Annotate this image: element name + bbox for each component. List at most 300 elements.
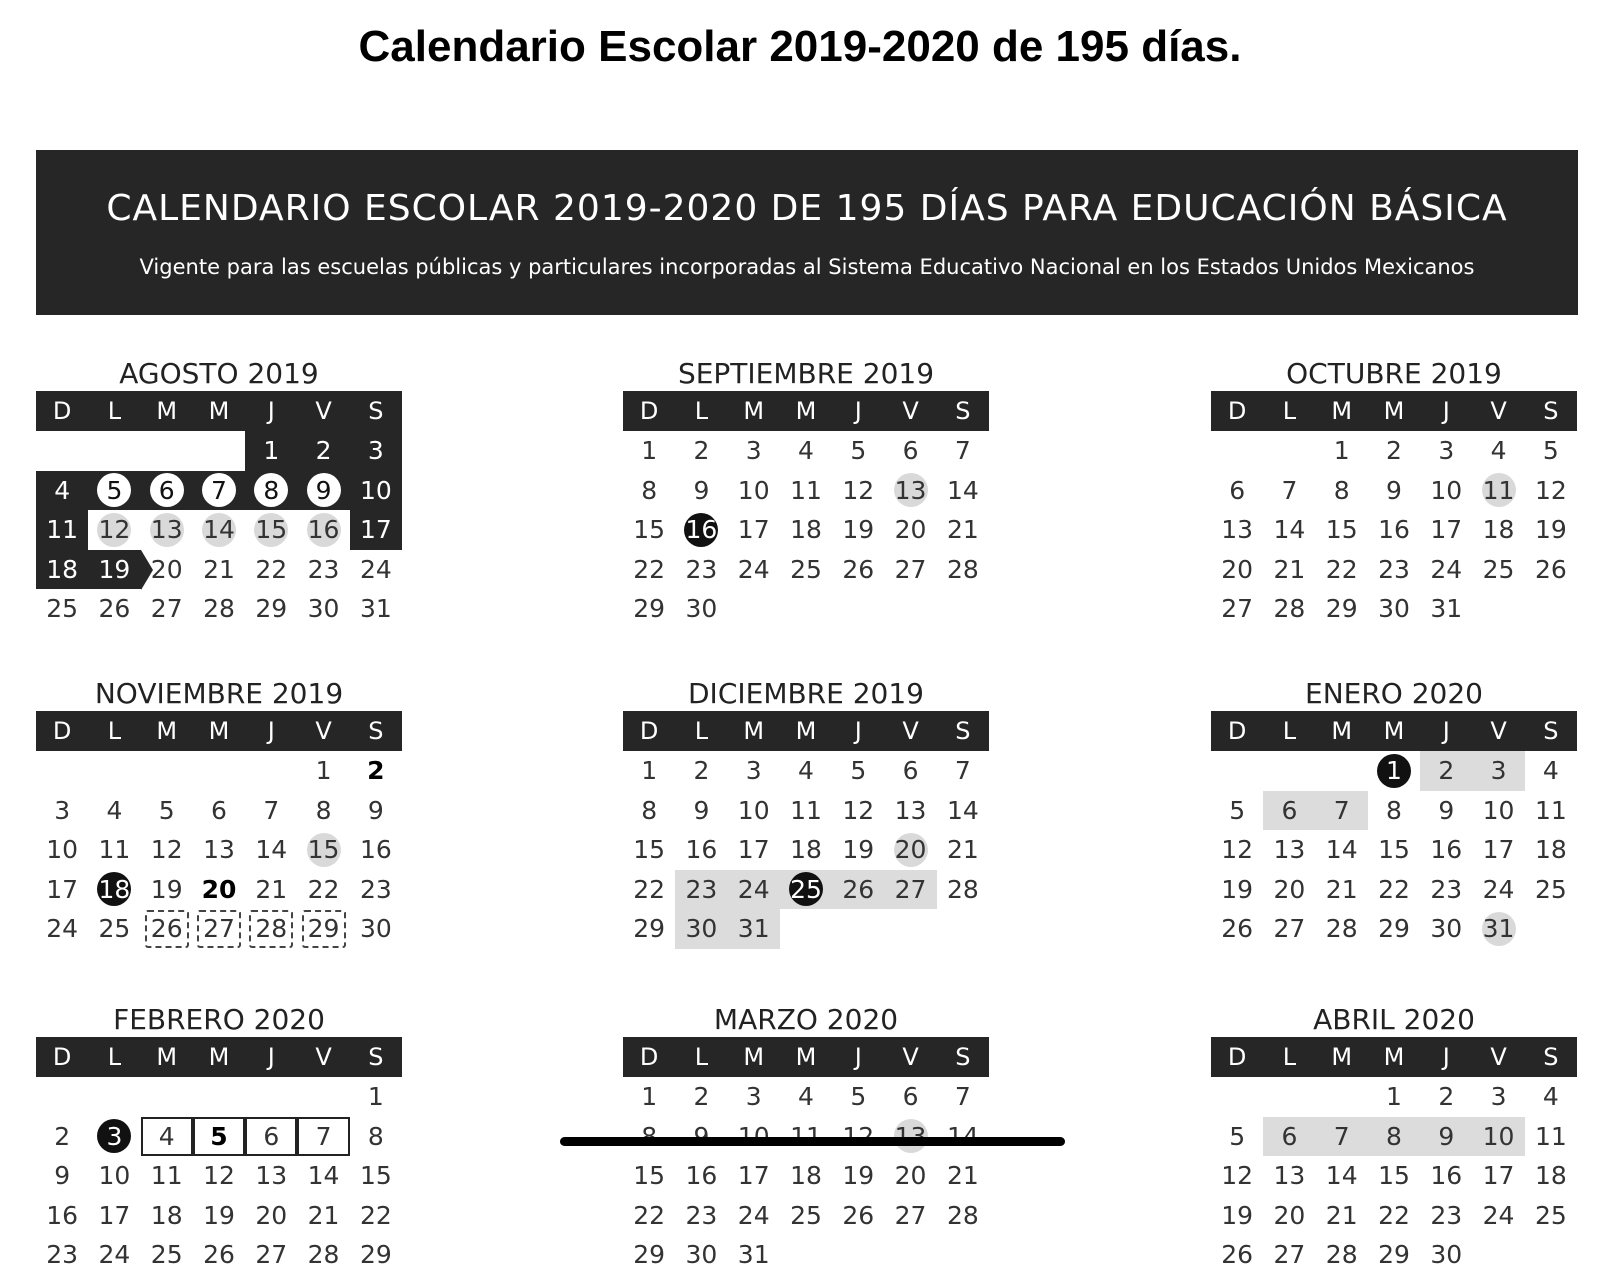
day-cell: 9 (367, 795, 384, 825)
day-cell: 10 (737, 475, 770, 505)
day-cell: 4 (798, 1082, 814, 1112)
month-diciembre (623, 677, 989, 949)
weekday-header: M (193, 391, 245, 431)
day-cell: 5 (193, 1117, 245, 1157)
empty-cell (88, 751, 140, 791)
day-cell: 8 (1386, 795, 1402, 825)
empty-cell (141, 751, 193, 791)
day-cell: 15 (245, 510, 297, 550)
month-grid (36, 391, 402, 629)
weekday-header: D (36, 391, 88, 431)
day-cell: 20 (1273, 1200, 1306, 1230)
day-cell: 25 (780, 870, 832, 910)
month-enero (1211, 677, 1577, 949)
empty-cell (1211, 1077, 1263, 1117)
day-cell: 24 (1482, 1200, 1515, 1230)
day-cell: 15 (297, 830, 349, 870)
day-cell: 19 (88, 550, 140, 590)
day-cell: 8 (315, 795, 332, 825)
day-cell: 24 (728, 870, 780, 910)
day-cell: 14 (946, 475, 979, 505)
weekday-header: S (1525, 1037, 1577, 1077)
day-cell: 27 (1273, 1240, 1306, 1270)
day-cell: 17 (46, 874, 79, 904)
day-cell: 1 (245, 431, 297, 471)
day-cell: 26 (203, 1240, 235, 1270)
day-cell: 3 (54, 795, 71, 825)
weekday-header: J (245, 1037, 297, 1077)
day-cell: 29 (1325, 594, 1358, 624)
day-cell: 22 (633, 874, 666, 904)
day-cell: 2 (367, 756, 385, 786)
day-cell: 11 (790, 475, 822, 505)
day-cell: 29 (633, 914, 666, 944)
day-cell: 28 (307, 1240, 340, 1270)
empty-cell (297, 1077, 349, 1117)
weekday-header: S (937, 1037, 989, 1077)
day-cell: 12 (203, 1161, 235, 1191)
day-cell: 20 (884, 830, 936, 870)
weekday-header: M (780, 1037, 832, 1077)
day-cell: 24 (737, 1200, 770, 1230)
month-name: NOVIEMBRE 2019 (94, 677, 344, 710)
weekday-header: D (36, 1037, 88, 1077)
day-cell: 10 (1472, 1117, 1524, 1157)
day-cell: 27 (1273, 914, 1306, 944)
day-cell: 23 (307, 554, 340, 584)
day-cell: 29 (1378, 1240, 1410, 1270)
day-cell: 7 (193, 471, 245, 511)
day-cell: 16 (359, 835, 392, 865)
day-cell: 18 (1534, 1161, 1567, 1191)
empty-cell (1211, 751, 1263, 791)
weekday-header: M (780, 711, 832, 751)
day-cell: 24 (737, 554, 770, 584)
month-name: FEBRERO 2020 (113, 1003, 325, 1036)
empty-cell (1263, 431, 1315, 471)
weekday-header: D (623, 391, 675, 431)
day-cell: 23 (685, 1200, 718, 1230)
day-cell: 31 (728, 909, 780, 949)
day-cell: 5 (158, 795, 175, 825)
day-cell: 21 (946, 515, 979, 545)
empty-cell (36, 431, 88, 471)
weekday-header: M (1316, 711, 1368, 751)
day-cell: 14 (307, 1161, 340, 1191)
day-cell: 19 (1534, 515, 1567, 545)
day-cell: 9 (1420, 1117, 1472, 1157)
weekday-header: M (728, 1037, 780, 1077)
day-cell: 16 (685, 835, 718, 865)
empty-cell (36, 751, 88, 791)
day-cell: 1 (641, 1082, 658, 1112)
day-cell: 3 (1490, 1082, 1507, 1112)
day-cell: 17 (350, 510, 402, 550)
weekday-header: S (937, 711, 989, 751)
day-cell: 21 (255, 874, 288, 904)
weekday-header: L (675, 391, 727, 431)
day-cell: 7 (954, 436, 971, 466)
month-name: DICIEMBRE 2019 (688, 677, 924, 710)
day-cell: 26 (832, 870, 884, 910)
day-cell: 2 (693, 756, 710, 786)
day-cell: 20 (150, 554, 183, 584)
day-cell: 18 (790, 515, 822, 545)
weekday-header: M (1368, 1037, 1420, 1077)
month-name: ENERO 2020 (1305, 677, 1483, 710)
day-cell: 30 (685, 1240, 718, 1270)
day-cell: 18 (1534, 835, 1567, 865)
weekday-header: M (1316, 1037, 1368, 1077)
day-cell: 29 (1378, 914, 1410, 944)
day-cell: 12 (150, 835, 183, 865)
empty-cell (193, 431, 245, 471)
day-cell: 29 (633, 1240, 666, 1270)
day-cell: 11 (1534, 795, 1567, 825)
day-cell: 20 (1221, 554, 1254, 584)
day-cell: 5 (1229, 795, 1246, 825)
day-cell: 28 (946, 554, 979, 584)
day-cell: 2 (693, 436, 710, 466)
day-cell: 19 (150, 874, 183, 904)
day-cell: 10 (98, 1161, 131, 1191)
weekday-header: V (297, 1037, 349, 1077)
day-cell: 20 (894, 1161, 927, 1191)
weekday-header: D (623, 711, 675, 751)
weekday-header: M (193, 1037, 245, 1077)
day-cell: 7 (1316, 791, 1368, 831)
day-cell: 16 (1430, 1161, 1463, 1191)
day-cell: 18 (790, 835, 822, 865)
day-cell: 24 (1482, 874, 1515, 904)
day-cell: 13 (141, 510, 193, 550)
day-cell: 23 (46, 1240, 79, 1270)
weekday-header: L (675, 711, 727, 751)
weekday-header: J (1420, 1037, 1472, 1077)
day-cell: 3 (350, 431, 402, 471)
empty-cell (1316, 1077, 1368, 1117)
weekday-header: V (297, 711, 349, 751)
day-cell: 5 (850, 436, 867, 466)
day-cell: 25 (150, 1240, 183, 1270)
day-cell: 3 (1438, 436, 1455, 466)
weekday-header: M (728, 391, 780, 431)
weekday-header: D (1211, 1037, 1263, 1077)
empty-cell (245, 751, 297, 791)
day-cell: 10 (1430, 475, 1463, 505)
day-cell: 27 (255, 1240, 288, 1270)
day-cell: 4 (106, 795, 123, 825)
day-cell: 22 (1378, 1200, 1410, 1230)
weekday-header: M (141, 391, 193, 431)
day-cell: 10 (350, 471, 402, 511)
banner-title: CALENDARIO ESCOLAR 2019-2020 DE 195 DÍAS PARA EDUCACIÓN BÁSICA (106, 188, 1508, 229)
month-grid (1211, 711, 1577, 949)
day-cell: 30 (1378, 594, 1410, 624)
day-cell: 10 (46, 835, 79, 865)
empty-cell (141, 1077, 193, 1117)
day-cell: 26 (842, 554, 875, 584)
day-cell: 26 (842, 1200, 875, 1230)
day-cell: 18 (150, 1200, 183, 1230)
weekday-header: J (1420, 391, 1472, 431)
weekday-header: D (623, 1037, 675, 1077)
day-cell: 16 (1430, 835, 1463, 865)
day-cell: 3 (88, 1117, 140, 1157)
weekday-header: J (832, 711, 884, 751)
day-cell: 4 (1490, 436, 1507, 466)
day-cell: 9 (297, 471, 349, 511)
day-cell: 8 (641, 795, 658, 825)
day-cell: 27 (894, 1200, 927, 1230)
day-cell: 19 (203, 1200, 235, 1230)
month-octubre (1211, 357, 1577, 629)
day-cell: 14 (193, 510, 245, 550)
day-cell: 14 (1325, 835, 1358, 865)
weekday-header: S (350, 391, 402, 431)
day-cell: 9 (693, 475, 710, 505)
day-cell: 25 (790, 1200, 822, 1230)
day-cell: 15 (1325, 515, 1358, 545)
day-cell: 16 (297, 510, 349, 550)
day-cell: 1 (641, 756, 658, 786)
day-cell: 8 (367, 1121, 384, 1151)
day-cell: 18 (790, 1161, 822, 1191)
weekday-header: J (245, 391, 297, 431)
day-cell: 1 (641, 436, 658, 466)
month-grid (36, 711, 402, 949)
day-cell: 28 (946, 1200, 979, 1230)
day-cell: 15 (633, 515, 666, 545)
day-cell: 6 (902, 436, 919, 466)
day-cell: 3 (745, 756, 762, 786)
day-cell: 25 (1482, 554, 1515, 584)
day-cell: 31 (359, 594, 392, 624)
day-cell: 2 (297, 431, 349, 471)
day-cell: 24 (46, 914, 79, 944)
day-cell: 13 (1273, 1161, 1306, 1191)
day-cell: 12 (1221, 835, 1254, 865)
day-cell: 20 (894, 515, 927, 545)
weekday-header: M (193, 711, 245, 751)
weekday-header: S (350, 711, 402, 751)
day-cell: 19 (1221, 1200, 1254, 1230)
day-cell: 17 (1482, 1161, 1515, 1191)
day-cell: 6 (1263, 791, 1315, 831)
weekday-header: L (1263, 1037, 1315, 1077)
day-cell: 27 (150, 594, 183, 624)
home-indicator[interactable] (560, 1137, 1065, 1146)
weekday-header: D (1211, 391, 1263, 431)
weekday-header: M (141, 1037, 193, 1077)
weekday-header: M (141, 711, 193, 751)
weekday-header: V (1472, 1037, 1524, 1077)
month-grid (1211, 391, 1577, 629)
day-cell: 4 (141, 1117, 193, 1157)
day-cell: 9 (1386, 475, 1402, 505)
day-cell: 12 (842, 475, 875, 505)
day-cell: 20 (1273, 874, 1306, 904)
weekday-header: L (1263, 391, 1315, 431)
day-cell: 22 (307, 874, 340, 904)
day-cell: 14 (1325, 1161, 1358, 1191)
day-cell: 12 (1534, 475, 1567, 505)
day-cell: 24 (1430, 554, 1463, 584)
empty-cell (88, 431, 140, 471)
day-cell: 7 (1316, 1117, 1368, 1157)
day-cell: 2 (1420, 751, 1472, 791)
day-cell: 23 (359, 874, 392, 904)
weekday-header: M (1368, 391, 1420, 431)
month-grid (623, 1037, 989, 1275)
day-cell: 11 (98, 835, 131, 865)
day-cell: 23 (1430, 1200, 1463, 1230)
day-cell: 26 (1534, 554, 1567, 584)
month-grid (36, 1037, 402, 1275)
day-cell: 17 (98, 1200, 131, 1230)
day-cell: 1 (367, 1082, 384, 1112)
day-cell: 21 (1325, 1200, 1358, 1230)
day-cell: 25 (790, 554, 822, 584)
weekday-header: V (884, 711, 936, 751)
weekday-header: M (1316, 391, 1368, 431)
day-cell: 6 (1263, 1117, 1315, 1157)
day-cell: 22 (1325, 554, 1358, 584)
day-cell: 25 (1534, 874, 1567, 904)
weekday-header: J (245, 711, 297, 751)
empty-cell (193, 1077, 245, 1117)
weekday-header: L (88, 391, 140, 431)
weekday-header: J (1420, 711, 1472, 751)
day-cell: 30 (359, 914, 392, 944)
day-cell: 6 (141, 471, 193, 511)
day-cell: 17 (1430, 515, 1463, 545)
day-cell: 26 (1221, 1240, 1254, 1270)
day-cell: 12 (1221, 1161, 1254, 1191)
day-cell: 28 (946, 874, 979, 904)
day-cell: 7 (263, 795, 280, 825)
day-cell: 27 (193, 909, 245, 949)
day-cell: 31 (737, 1240, 770, 1270)
day-cell: 1 (1386, 1082, 1402, 1112)
day-cell: 15 (1378, 835, 1410, 865)
day-cell: 29 (255, 594, 288, 624)
day-cell: 9 (1438, 795, 1455, 825)
weekday-header: M (780, 391, 832, 431)
day-cell: 23 (685, 554, 718, 584)
day-cell: 6 (902, 756, 919, 786)
day-cell: 10 (737, 795, 770, 825)
empty-cell (1316, 751, 1368, 791)
month-name: MARZO 2020 (713, 1003, 899, 1036)
day-cell: 11 (1534, 1121, 1567, 1151)
day-cell: 15 (359, 1161, 392, 1191)
day-cell: 25 (46, 594, 79, 624)
weekday-header: V (884, 1037, 936, 1077)
day-cell: 29 (359, 1240, 392, 1270)
day-cell: 6 (211, 795, 227, 825)
weekday-header: L (675, 1037, 727, 1077)
day-cell: 17 (1482, 835, 1515, 865)
month-name: ABRIL 2020 (1313, 1003, 1475, 1036)
weekday-header: L (88, 711, 140, 751)
empty-cell (36, 1077, 88, 1117)
day-cell: 13 (884, 471, 936, 511)
day-cell: 25 (98, 914, 131, 944)
day-cell: 24 (98, 1240, 131, 1270)
day-cell: 4 (1542, 756, 1559, 786)
day-cell: 17 (737, 515, 770, 545)
day-cell: 14 (255, 835, 288, 865)
month-name: SEPTIEMBRE 2019 (677, 357, 935, 390)
day-cell: 13 (255, 1161, 288, 1191)
empty-cell (245, 1077, 297, 1117)
day-cell: 31 (1472, 909, 1524, 949)
day-cell: 7 (954, 1082, 971, 1112)
day-cell: 4 (798, 756, 814, 786)
month-grid (623, 391, 989, 629)
month-grid (1211, 1037, 1577, 1275)
day-cell: 30 (675, 909, 727, 949)
day-cell: 11 (790, 795, 822, 825)
day-cell: 18 (88, 870, 140, 910)
day-cell: 16 (46, 1200, 79, 1230)
day-cell: 10 (1482, 795, 1515, 825)
day-cell: 6 (902, 1082, 919, 1112)
day-cell: 11 (1472, 471, 1524, 511)
day-cell: 14 (946, 795, 979, 825)
day-cell: 8 (245, 471, 297, 511)
empty-cell (88, 1077, 140, 1117)
day-cell: 19 (842, 515, 875, 545)
month-abril (1211, 1003, 1577, 1275)
day-cell: 6 (245, 1117, 297, 1157)
empty-cell (1211, 431, 1263, 471)
day-cell: 2 (693, 1082, 710, 1112)
day-cell: 2 (1386, 436, 1402, 466)
month-septiembre (623, 357, 989, 629)
weekday-header: S (937, 391, 989, 431)
day-cell: 28 (1325, 1240, 1358, 1270)
day-cell: 18 (1482, 515, 1515, 545)
day-cell: 20 (201, 874, 237, 904)
day-cell: 28 (1325, 914, 1358, 944)
day-cell: 5 (1229, 1121, 1246, 1151)
day-cell: 23 (1430, 874, 1463, 904)
day-cell: 15 (633, 835, 666, 865)
day-cell: 5 (850, 756, 867, 786)
day-cell: 22 (359, 1200, 392, 1230)
day-cell: 28 (203, 594, 235, 624)
day-cell: 5 (850, 1082, 867, 1112)
day-cell: 19 (1221, 874, 1254, 904)
empty-cell (1263, 1077, 1315, 1117)
day-cell: 12 (842, 795, 875, 825)
page-title: Calendario Escolar 2019-2020 de 195 días. (358, 22, 1242, 71)
day-cell: 12 (88, 510, 140, 550)
day-cell: 6 (1229, 475, 1246, 505)
day-cell: 19 (842, 1161, 875, 1191)
weekday-header: L (1263, 711, 1315, 751)
weekday-header: J (832, 391, 884, 431)
day-cell: 22 (633, 554, 666, 584)
weekday-header: S (1525, 711, 1577, 751)
day-cell: 26 (141, 909, 193, 949)
day-cell: 23 (1378, 554, 1410, 584)
day-cell: 1 (1333, 436, 1350, 466)
day-cell: 28 (245, 909, 297, 949)
day-cell: 22 (1378, 874, 1410, 904)
